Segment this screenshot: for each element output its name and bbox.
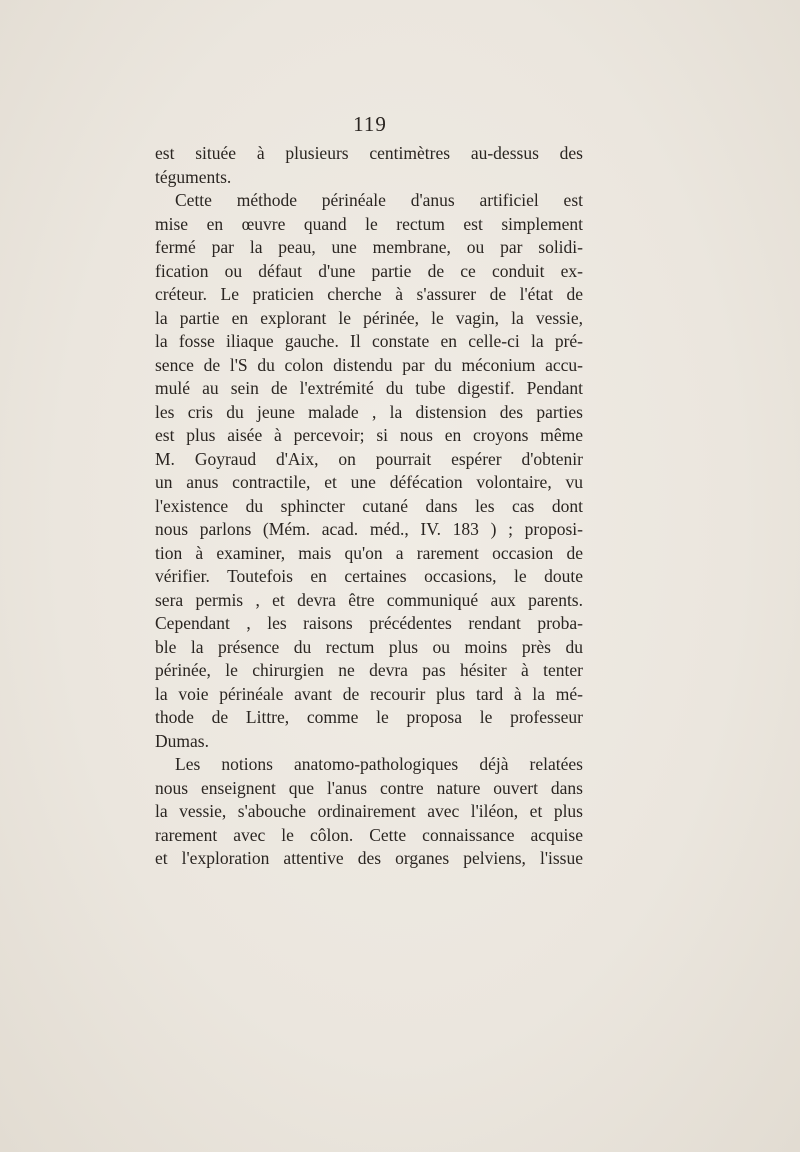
text-line: Dumas.	[155, 730, 209, 751]
body-text	[155, 142, 583, 871]
text-line: et l'exploration attentive des organes pelviens, l'issue	[155, 848, 583, 868]
text-line: Cette méthode périnéale d'anus artificiel est	[175, 190, 583, 210]
text-line: la vessie, s'abouche ordinairement avec l'iléon, et plus	[155, 801, 583, 821]
text-line: ble la présence du rectum plus ou moins près du	[155, 636, 583, 657]
text-line: téguments.	[155, 166, 232, 187]
text-line: périnée, le chirurgien ne devra pas hésiter à tenter	[155, 660, 583, 680]
text-line: tion à examiner, mais qu'on a rarement occasion de	[155, 542, 583, 563]
text-line: est plus aisée à percevoir; si nous en croyons même	[155, 425, 583, 445]
text-line: fication ou défaut d'une partie de ce conduit ex-	[155, 260, 583, 281]
text-line: Cependant , les raisons précédentes rendant proba-	[155, 613, 583, 633]
page-number: 119	[353, 112, 387, 136]
text-line: M. Goyraud d'Aix, on pourrait espérer d'obtenir	[155, 448, 583, 469]
text-line: la fosse iliaque gauche. Il constate en celle-ci la pré-	[155, 331, 583, 351]
text-line: est située à plusieurs centimètres au-dessus des	[155, 143, 583, 163]
text-line: Les notions anatomo-pathologiques déjà relatées	[175, 754, 583, 774]
text-line: nous parlons (Mém. acad. méd., IV. 183 ) ; proposi-	[155, 519, 583, 539]
text-line: rarement avec le côlon. Cette connaissance acquise	[155, 824, 583, 845]
text-line: les cris du jeune malade , la distension des parties	[155, 401, 583, 422]
text-line: la partie en explorant le périnée, le vagin, la vessie,	[155, 307, 583, 328]
text-line: l'existence du sphincter cutané dans les cas dont	[155, 495, 583, 516]
text-line: sera permis , et devra être communiqué aux parents.	[155, 589, 583, 610]
text-line: thode de Littre, comme le proposa le professeur	[155, 707, 583, 727]
text-line: nous enseignent que l'anus contre nature ouvert dans	[155, 777, 583, 798]
text-line: mulé au sein de l'extrémité du tube digestif. Pendant	[155, 378, 583, 398]
text-line: la voie périnéale avant de recourir plus tard à la mé-	[155, 683, 583, 704]
text-line: fermé par la peau, une membrane, ou par solidi-	[155, 237, 583, 257]
text-line: un anus contractile, et une défécation volontaire, vu	[155, 472, 583, 492]
text-line: mise en œuvre quand le rectum est simplement	[155, 213, 583, 234]
text-line: créteur. Le praticien cherche à s'assurer de l'état de	[155, 284, 583, 304]
text-line: vérifier. Toutefois en certaines occasions, le doute	[155, 566, 583, 586]
text-line: sence de l'S du colon distendu par du méconium accu-	[155, 354, 583, 375]
